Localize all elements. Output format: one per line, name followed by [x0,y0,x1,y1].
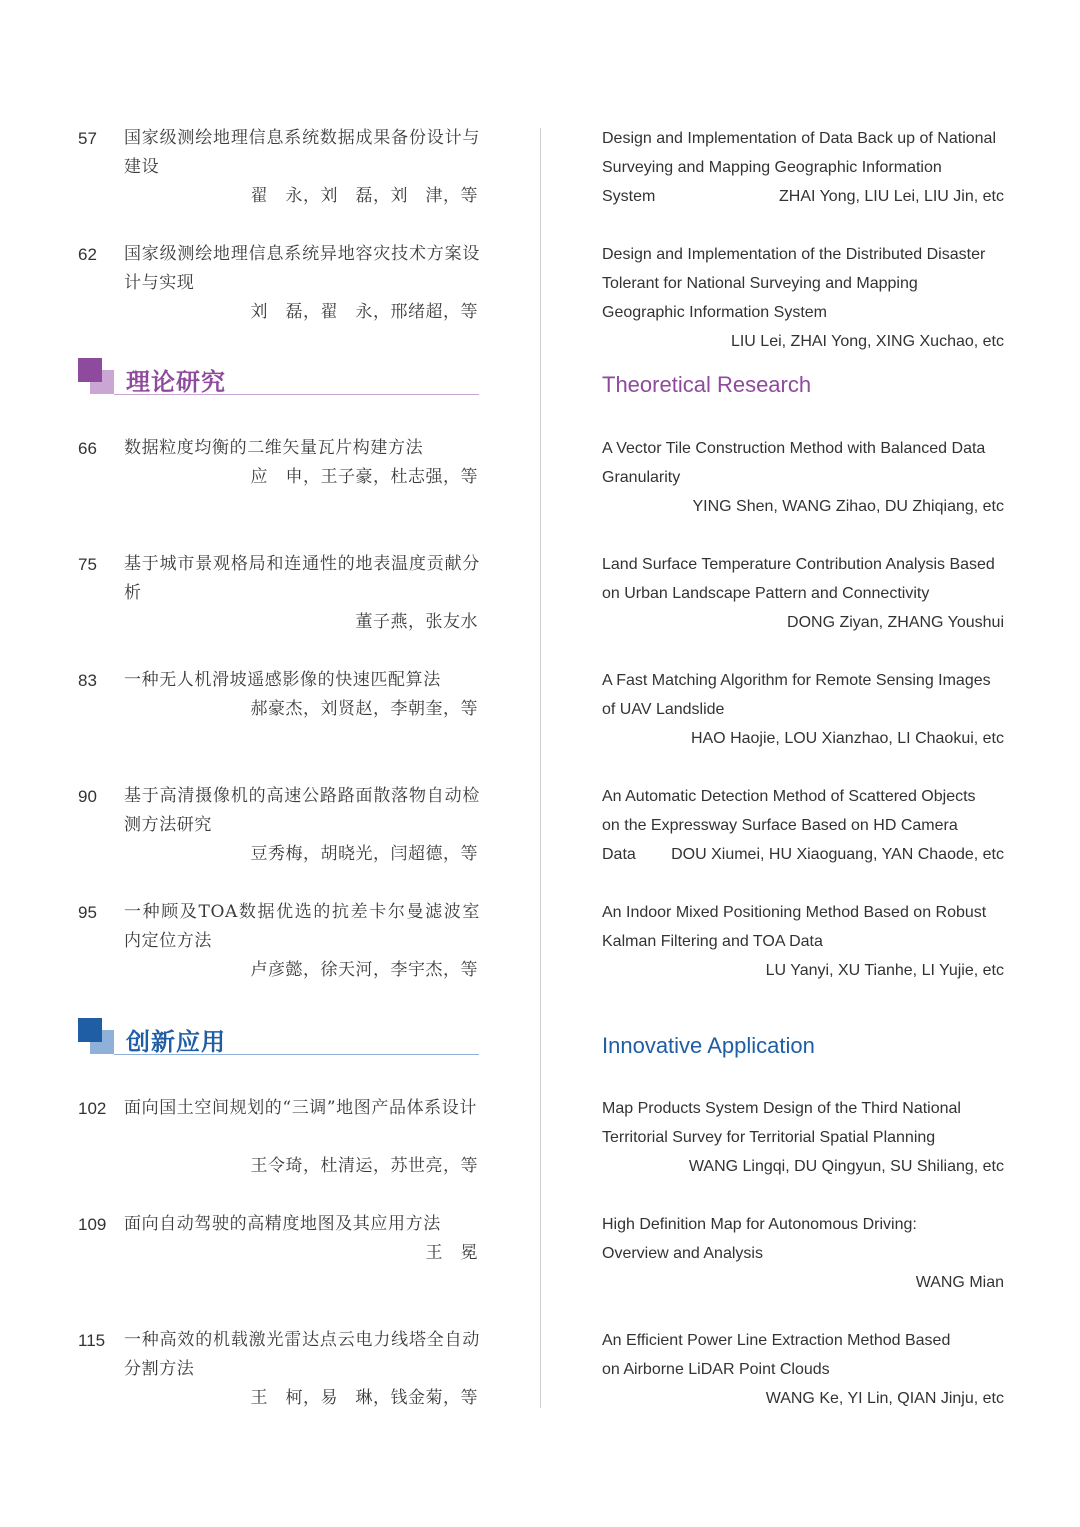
en-authors: HAO Haojie, LOU Xianzhao, LI Chaokui, etc [690,730,1004,747]
cn-article-title[interactable]: 基于城市景观格局和连通性的地表温度贡献分析 [124,554,480,603]
page-number: 75 [78,555,97,574]
cn-authors: 王 柯，易 琳，钱金菊，等 [250,1388,478,1408]
cn-article-title[interactable]: 基于高清摄像机的高速公路路面散落物自动检测方法研究 [124,786,480,835]
en-authors: DONG Ziyan, ZHANG Youshui [787,614,1004,631]
cn-authors: 郝豪杰，刘贤赵，李朝奎，等 [250,699,478,719]
section-marker [78,358,102,382]
en-authors: LIU Lei, ZHAI Yong, XING Xuchao, etc [730,333,1004,350]
en-authors: LU Yanyi, XU Tianhe, LI Yujie, etc [765,962,1004,979]
page-number: 109 [78,1215,107,1234]
en-article-title[interactable]: Land Surface Temperature Contribution Analysis Based on Urban Landscape Pattern and Connectivity [602,556,995,602]
cn-authors: 刘 磊，翟 永，邢绪超，等 [250,302,478,322]
cn-article-title[interactable]: 一种高效的机载激光雷达点云电力线塔全自动分割方法 [124,1330,480,1379]
en-authors: DOU Xiumei, HU Xiaoguang, YAN Chaode, etc [671,846,1004,863]
en-authors: WANG Lingqi, DU Qingyun, SU Shiliang, etc [688,1158,1004,1175]
cn-article-title[interactable]: 国家级测绘地理信息系统数据成果备份设计与建设 [124,128,480,177]
section-title-cn: 理论研究 [126,368,226,396]
cn-article-title[interactable]: 面向国土空间规划的“三调”地图产品体系设计 [124,1098,477,1118]
en-article-title[interactable]: An Indoor Mixed Positioning Method Based on Robust Kalman Filtering and TOA Data [602,904,987,950]
cn-authors: 翟 永，刘 磊，刘 津，等 [250,186,478,206]
cn-authors: 应 申，王子豪，杜志强，等 [250,467,478,487]
cn-article-title[interactable]: 数据粒度均衡的二维矢量瓦片构建方法 [124,438,424,458]
section-header-innovation [78,1018,479,1058]
cn-authors: 卢彦懿，徐天河，李宇杰，等 [250,960,478,980]
page-number: 115 [78,1331,106,1350]
en-article-title[interactable]: An Efficient Power Line Extraction Method Based on Airborne LiDAR Point Clouds [602,1332,951,1378]
section-title-cn: 创新应用 [126,1028,226,1056]
section-title-en: Innovative Application [602,1033,815,1058]
page-number: 95 [78,903,97,922]
cn-article-title[interactable]: 国家级测绘地理信息系统异地容灾技术方案设计与实现 [124,244,480,293]
page-number: 83 [78,671,97,690]
cn-article-title[interactable]: 一种无人机滑坡遥感影像的快速匹配算法 [124,670,441,690]
en-authors: YING Shen, WANG Zihao, DU Zhiqiang, etc [692,498,1004,515]
cn-article-title[interactable]: 一种顾及TOA数据优选的抗差卡尔曼滤波室内定位方法 [124,902,480,951]
cn-article-title[interactable]: 面向自动驾驶的高精度地图及其应用方法 [124,1214,441,1234]
en-article-title[interactable]: A Fast Matching Algorithm for Remote Sensing Images of UAV Landslide [602,672,991,718]
cn-authors: 王令琦，杜清运，苏世亮，等 [250,1156,478,1176]
section-title-en: Theoretical Research [602,372,812,397]
en-authors: WANG Mian [915,1274,1004,1291]
en-article-title[interactable]: An Automatic Detection Method of Scattered Objects on the Expressway Surface Based on HD Camera Data [602,788,976,863]
cn-authors: 豆秀梅，胡晓光，闫超德，等 [250,844,478,864]
cn-authors: 王 冕 [425,1243,478,1263]
page-number: 90 [78,787,97,806]
en-article-title[interactable]: Design and Implementation of the Distributed Disaster Tolerant for National Surveying and Mapping Geographic Information System [602,246,986,321]
en-authors: ZHAI Yong, LIU Lei, LIU Jin, etc [778,188,1004,205]
cn-authors: 董子燕，张友水 [355,612,478,632]
page-number: 57 [78,129,97,148]
en-authors: WANG Ke, YI Lin, QIAN Jinju, etc [765,1390,1004,1407]
section-header-theory [78,358,479,398]
en-article-title[interactable]: High Definition Map for Autonomous Driving: Overview and Analysis [602,1216,917,1262]
page-number: 66 [78,439,97,458]
en-article-title[interactable]: A Vector Tile Construction Method with Balanced Data Granularity [602,440,986,486]
column-divider [540,128,541,1408]
en-article-title[interactable]: Design and Implementation of Data Back up of National Surveying and Mapping Geographic Information System [602,130,997,205]
page-number: 62 [78,245,97,264]
page-number: 102 [78,1099,107,1118]
en-article-title[interactable]: Map Products System Design of the Third National Territorial Survey for Territorial Spatial Planning [602,1100,961,1146]
section-marker [78,1018,102,1042]
